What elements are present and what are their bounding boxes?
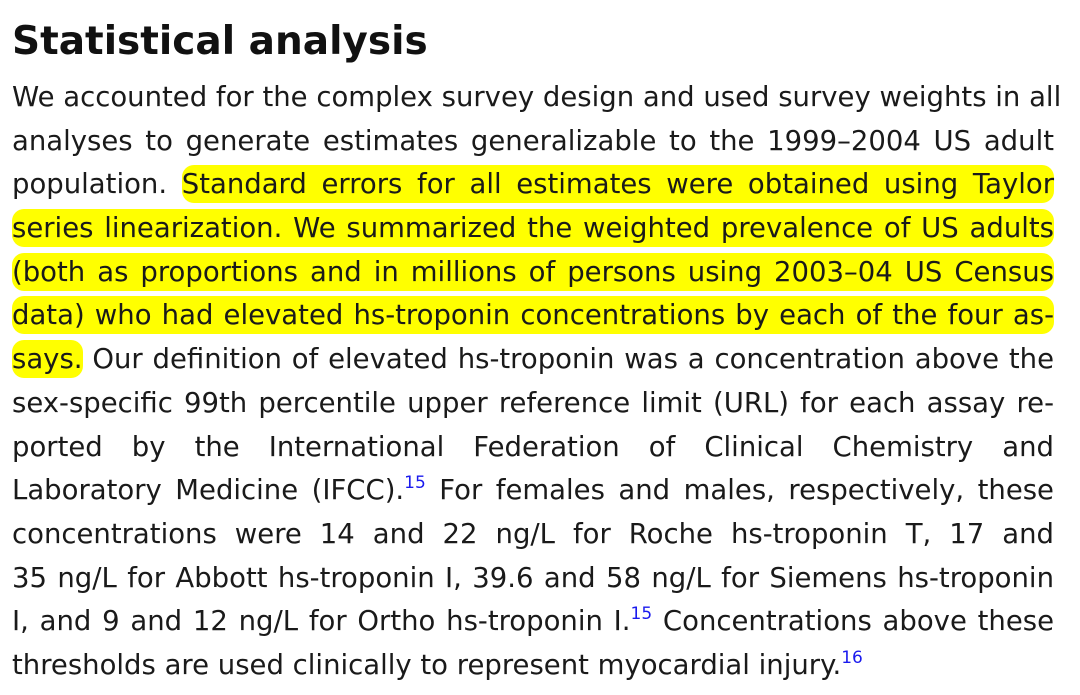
- text-line: [12, 76, 1062, 120]
- text-line: [12, 251, 1054, 295]
- text-line: [12, 294, 1054, 338]
- text-line: [12, 338, 1054, 382]
- text-line: [12, 557, 1054, 601]
- text-segment: thresholds are used clinically to represent myocardial injury.: [12, 648, 842, 681]
- section-heading: Statistical analysis: [12, 19, 428, 64]
- text-segment: I, and 9 and 12 ng/L for Ortho hs-troponin I.: [12, 605, 631, 638]
- text-segment: Concentrations above these: [652, 605, 1054, 638]
- text-line: [12, 469, 1054, 513]
- highlighted-text: says.: [12, 340, 83, 378]
- text-segment: For females and males, respectively, these: [425, 474, 1054, 507]
- text-segment: ported by the International Federation of Clinical Chemistry and: [12, 430, 1054, 463]
- text-segment: Our definition of elevated hs-troponin was a concentration above the: [82, 343, 1054, 376]
- text-line: [12, 600, 1054, 644]
- highlighted-text: data) who had elevated hs-troponin concentrations by each of the four as-: [12, 296, 1054, 334]
- text-line: [12, 426, 1054, 470]
- text-segment: population.: [12, 168, 182, 201]
- text-segment: concentrations were 14 and 22 ng/L for Roche hs-troponin T, 17 and: [12, 517, 1054, 550]
- highlighted-text: Standard errors for all estimates were obtained using Taylor: [182, 165, 1054, 203]
- text-line: [12, 382, 1054, 426]
- text-line: [12, 644, 1054, 688]
- citation-link[interactable]: 15: [404, 473, 426, 494]
- text-line: [12, 120, 1054, 164]
- highlighted-text: series linearization. We summarized the weighted prevalence of US adults: [12, 209, 1054, 247]
- text-segment: 35 ng/L for Abbott hs-troponin I, 39.6 and 58 ng/L for Siemens hs-troponin: [12, 561, 1054, 594]
- text-segment: sex-specific 99th percentile upper reference limit (URL) for each assay re-: [12, 386, 1054, 419]
- text-line: [12, 513, 1054, 557]
- citation-link[interactable]: 15: [630, 604, 653, 625]
- text-line: [12, 207, 1054, 251]
- text-segment: analyses to generate estimates generalizable to the 1999–2004 US adult: [12, 124, 1054, 157]
- highlighted-text: (both as proportions and in millions of persons using 2003–04 US Census: [12, 253, 1054, 291]
- text-segment: We accounted for the complex survey design and used survey weights in all: [12, 81, 1062, 113]
- body-paragraph: [12, 76, 1062, 688]
- citation-link[interactable]: 16: [841, 647, 863, 668]
- text-line: [12, 163, 1054, 207]
- text-segment: Laboratory Medicine (IFCC).: [12, 474, 405, 507]
